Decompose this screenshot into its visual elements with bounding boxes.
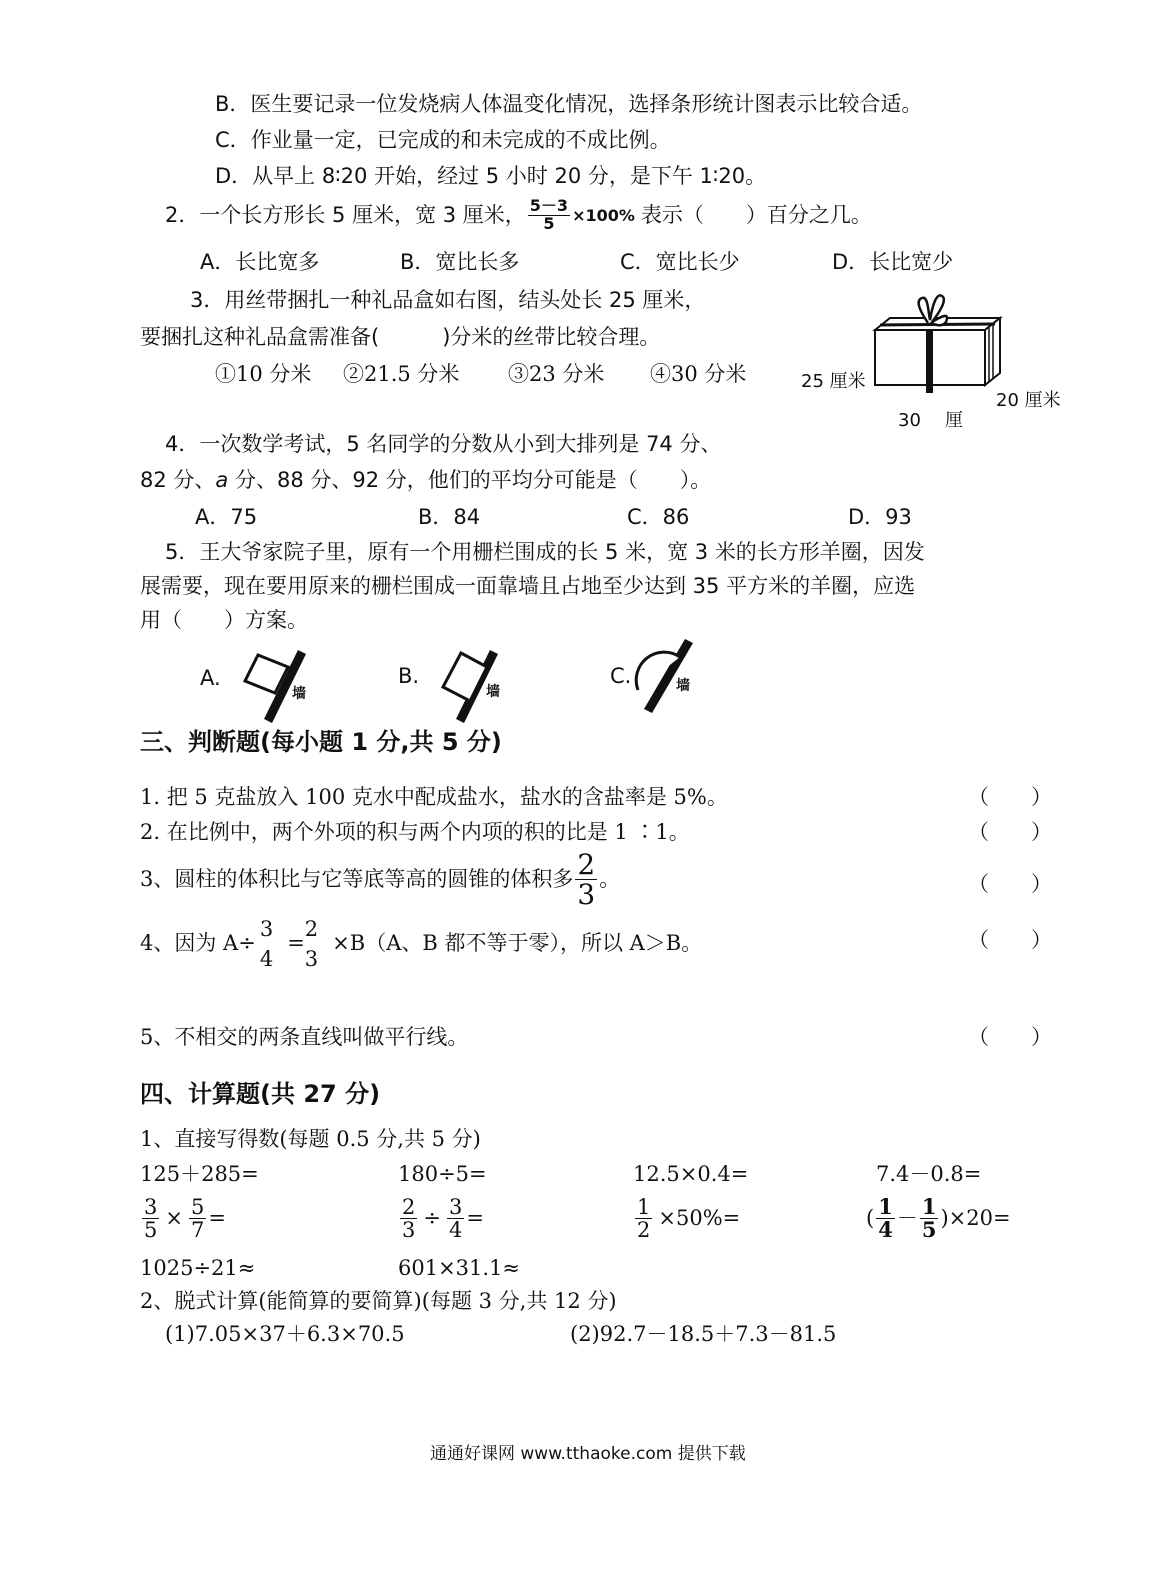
q5-line3: 用（ ）方案。 [140, 608, 308, 632]
judge-q5: 5、不相交的两条直线叫做平行线。 [140, 1025, 469, 1049]
judge-q4-suffix: ×B（A、B 都不等于零），所以 A＞B。 [332, 931, 703, 956]
calc-r2c2-num2: 3 [448, 1195, 463, 1219]
judge-q2: 2. 在比例中，两个外项的积与两个内项的积的比是 1 ∶1。 [140, 820, 690, 844]
q3-line1: 3．用丝带捆扎一种礼品盒如右图，结头处长 25 厘米， [190, 288, 706, 312]
judge-q4-prefix: 4、因为 A÷ [140, 931, 256, 956]
fig-right-label: 20 厘米 [996, 390, 1061, 411]
judge-q3-prefix: 3、圆柱的体积比与它等底等高的圆锥的体积多 [140, 867, 574, 892]
calc-item-1: (1)7.05×37＋6.3×70.5 [165, 1322, 405, 1346]
judge-q2-bracket: （ ） [968, 820, 1052, 844]
calc-r2c1-eq: = [208, 1205, 226, 1230]
q2-frac-den: 5 [543, 213, 555, 233]
gift-box-figure [870, 290, 1010, 400]
q5-figure-a [240, 645, 315, 725]
q3-opt3: ③23 分米 [508, 362, 605, 386]
calc-r2c4-den1: 4 [878, 1217, 893, 1243]
q5-figure-c [630, 635, 705, 715]
judge-q4-frac2 [305, 918, 318, 970]
calc-r2c1-den1: 5 [144, 1218, 158, 1243]
calc-r2c2-den2: 4 [448, 1218, 463, 1243]
calc-r2c1-op: × [165, 1205, 183, 1230]
q2-option-d: D．长比宽少 [832, 250, 954, 274]
calc-r2c1-num2: 5 [190, 1195, 205, 1219]
calc-r2c2-op: ÷ [423, 1205, 441, 1230]
q2-option-a: A．长比宽多 [200, 250, 320, 274]
q2-frac-suffix: ×100% [572, 205, 635, 225]
calc-r1c1: 125＋285= [140, 1162, 259, 1186]
q5-opt-b-label: B. [398, 664, 420, 688]
calc-r2c3 [633, 1196, 740, 1241]
q4-option-a: A．75 [195, 505, 258, 529]
calc-r3c1: 1025÷21≈ [140, 1256, 256, 1280]
calc-r2c1-den2: 7 [190, 1218, 205, 1243]
calc-r3c2: 601×31.1≈ [398, 1256, 521, 1280]
judge-q4-frac1 [260, 918, 273, 970]
judge-q3 [140, 850, 620, 910]
q5-wall-c: 墙 [676, 678, 690, 694]
judge-q3-suffix: 。 [599, 867, 621, 892]
calc-r1c4: 7.4－0.8= [876, 1162, 982, 1186]
calc-r2c2-frac1 [400, 1196, 417, 1241]
judge-q4 [140, 918, 702, 970]
calc-item-2: (2)92.7－18.5＋7.3－81.5 [570, 1322, 837, 1346]
q4-line2 [140, 468, 711, 493]
judge-q1: 1. 把 5 克盐放入 100 克水中配成盐水，盐水的含盐率是 5%。 [140, 785, 728, 809]
q2-suffix: 表示（ ）百分之几。 [640, 202, 872, 227]
judge-q5-bracket: （ ） [968, 1025, 1052, 1049]
calc-r2c3-frac [635, 1196, 652, 1241]
calc-r2c4-den2: 5 [921, 1217, 937, 1243]
calc-r2c4-frac1 [876, 1196, 895, 1241]
calc-r2c4 [866, 1196, 1011, 1241]
q5-opt-c-label: C. [610, 664, 632, 688]
q4-line1: 4．一次数学考试，5 名同学的分数从小到大排列是 74 分、 [165, 432, 722, 456]
calc-r2c4-open: ( [866, 1205, 875, 1230]
q4-option-b: B．84 [418, 505, 481, 529]
calc-r2c2 [398, 1196, 484, 1241]
calc-r2c4-frac2 [920, 1196, 939, 1241]
calc-r2c1-frac1 [142, 1196, 159, 1241]
fig-bottom-label-b: 厘 [945, 410, 963, 431]
q4-option-c: C．86 [627, 505, 690, 529]
calc-r2c4-num2: 1 [921, 1194, 937, 1219]
page-footer: 通通好课网 www.tthaoke.com 提供下载 [430, 1444, 746, 1464]
q3-opt1: ①10 分米 [215, 362, 312, 386]
q5-line2: 展需要，现在要用原来的栅栏围成一面靠墙且占地至少达到 35 平方米的羊圈，应选 [140, 574, 916, 598]
fig-left-label: 25 厘米 [801, 371, 866, 392]
calc-r2c1-num1: 3 [144, 1195, 158, 1219]
q3-line2: 要捆扎这种礼品盒需准备( )分米的丝带比较合理。 [140, 325, 661, 349]
calc-r2c2-eq: = [466, 1205, 484, 1230]
judge-q4-eq: = [287, 931, 305, 956]
fig-bottom-label-a: 30 [898, 410, 921, 431]
q2-option-b: B．宽比长多 [400, 250, 520, 274]
judge-q3-num: 2 [577, 848, 596, 881]
calc-r2c3-rest: ×50%= [658, 1205, 741, 1230]
calc-r2c2-num1: 2 [402, 1195, 416, 1219]
calc-r2c4-minus: － [896, 1205, 918, 1230]
q2-frac-num: 5－3 [529, 196, 569, 215]
section3-title: 三、判断题(每小题 1 分,共 5 分) [140, 728, 502, 756]
calc-r1c2: 180÷5= [398, 1162, 487, 1186]
q4-variable: a [215, 468, 229, 492]
calc-r2c4-num1: 1 [878, 1194, 893, 1219]
judge-q1-bracket: （ ） [968, 785, 1052, 809]
calc-r2c1 [140, 1196, 226, 1241]
q2-fraction [528, 198, 570, 233]
calc-r2c4-rest: )×20= [940, 1205, 1011, 1230]
q1-option-c: C．作业量一定，已完成的和未完成的不成比例。 [215, 128, 671, 152]
judge-q3-den: 3 [577, 878, 596, 912]
judge-q4-f2-den: 3 [304, 947, 319, 972]
section4-title: 四、计算题(共 27 分) [140, 1080, 381, 1108]
calc-r2c1-frac2 [189, 1196, 206, 1241]
q4-line2-a: 82 分、 [140, 468, 216, 492]
q1-option-d: D．从早上 8∶20 开始，经过 5 小时 20 分，是下午 1∶20。 [215, 164, 767, 188]
calc-r1c3: 12.5×0.4= [633, 1162, 749, 1186]
q5-wall-b: 墙 [486, 684, 500, 700]
q5-opt-a-label: A. [200, 666, 221, 690]
judge-q3-fraction [575, 850, 597, 910]
calc-r2c3-num: 1 [637, 1195, 651, 1219]
judge-q4-bracket: （ ） [968, 928, 1052, 952]
judge-q4-f1-den: 4 [259, 947, 274, 972]
judge-q4-f2-num: 2 [304, 917, 319, 941]
calc-sub1: 1、直接写得数(每题 0.5 分,共 5 分) [140, 1127, 481, 1151]
q4-line2-b: 分、88 分、92 分，他们的平均分可能是（ ）。 [234, 468, 712, 492]
calc-r2c3-den: 2 [637, 1218, 651, 1243]
q2-stem [165, 198, 872, 233]
q4-option-d: D．93 [848, 505, 912, 529]
q3-opt4: ④30 分米 [650, 362, 747, 386]
calc-r2c2-den1: 3 [402, 1218, 416, 1243]
q1-option-b: B．医生要记录一位发烧病人体温变化情况，选择条形统计图表示比较合适。 [215, 92, 923, 116]
calc-r2c2-frac2 [447, 1196, 464, 1241]
judge-q4-f1-num: 3 [259, 917, 274, 941]
q3-opt2: ②21.5 分米 [343, 362, 460, 386]
q5-wall-a: 墙 [292, 686, 306, 702]
judge-q3-bracket: （ ） [968, 872, 1052, 896]
calc-sub2: 2、脱式计算(能简算的要简算)(每题 3 分,共 12 分) [140, 1289, 617, 1313]
q2-prefix: 2．一个长方形长 5 厘米，宽 3 厘米， [165, 202, 526, 227]
q2-option-c: C．宽比长少 [620, 250, 740, 274]
q5-line1: 5．王大爷家院子里，原有一个用栅栏围成的长 5 米，宽 3 米的长方形羊圈，因发 [165, 540, 925, 564]
